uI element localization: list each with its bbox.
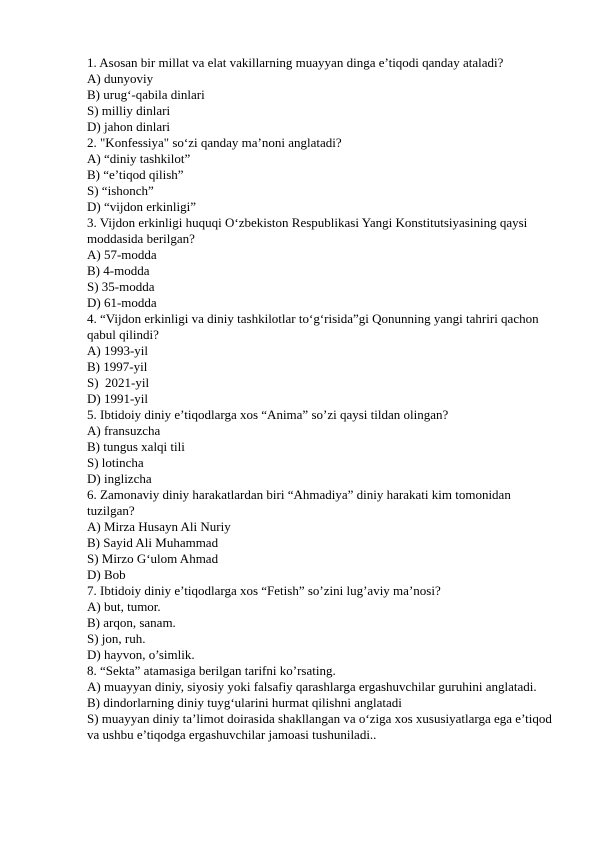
question-4-option-s: S) 2021-yil	[87, 375, 150, 390]
question-5-option-d: D) inglizcha	[87, 471, 152, 486]
question-6-option-a: A) Mirza Husayn Ali Nuriy	[87, 519, 231, 534]
question-7-option-d: D) hayvon, o’simlik.	[87, 647, 195, 662]
question-2-option-a: A) “diniy tashkilot”	[87, 151, 191, 166]
question-7-option-a: A) but, tumor.	[87, 599, 161, 614]
question-5: 5. Ibtidoiy diniy e’tiqodlarga xos “Anima” so’zi qaysi tildan olingan?	[87, 407, 449, 422]
question-3-option-s: S) 35-modda	[87, 279, 155, 294]
question-8-option-s: S) muayyan diniy ta’limot doirasida shakllangan va o‘ziga xos xususiyatlarga ega e’tiqod va ushbu e’tiqodga ergashuvchilar jamoasi tushuniladi..	[87, 711, 556, 742]
question-8-option-b: B) dindorlarning diniy tuyg‘ularini hurmat qilishni anglatadi	[87, 695, 402, 710]
question-5-option-a: A) fransuzcha	[87, 423, 161, 438]
question-1-option-s: S) milliy dinlari	[87, 103, 171, 118]
question-1-option-a: A) dunyoviy	[87, 71, 154, 86]
question-4-option-b: B) 1997-yil	[87, 359, 148, 374]
question-3-option-d: D) 61-modda	[87, 295, 157, 310]
question-8-option-a: A) muayyan diniy, siyosiy yoki falsafiy qarashlarga ergashuvchilar guruhini anglatadi.	[87, 679, 537, 694]
document-body	[87, 55, 557, 743]
question-6-option-b: B) Sayid Ali Muhammad	[87, 535, 219, 550]
question-2-option-b: B) “e’tiqod qilish”	[87, 167, 184, 182]
question-1-option-d: D) jahon dinlari	[87, 119, 171, 134]
question-2-option-d: D) “vijdon erkinligi”	[87, 199, 197, 214]
question-3: 3. Vijdon erkinligi huquqi O‘zbekiston Respublikasi Yangi Konstitutsiyasining qaysi moddasida berilgan?	[87, 215, 531, 246]
question-3-option-b: B) 4-modda	[87, 263, 150, 278]
question-4-option-a: A) 1993-yil	[87, 343, 149, 358]
question-1: 1. Asosan bir millat va elat vakillarning muayyan dinga e’tiqodi qanday ataladi?	[87, 55, 504, 70]
question-6: 6. Zamonaviy diniy harakatlardan biri “Ahmadiya” diniy harakati kim tomonidan tuzilgan?	[87, 487, 515, 518]
question-6-option-d: D) Bob	[87, 567, 126, 582]
question-7-option-b: B) arqon, sanam.	[87, 615, 176, 630]
question-7: 7. Ibtidoiy diniy e’tiqodlarga xos “Fetish” so’zini lug’aviy ma’nosi?	[87, 583, 441, 598]
question-5-option-s: S) lotincha	[87, 455, 144, 470]
question-2: 2. "Konfessiya" so‘zi qanday ma’noni anglatadi?	[87, 135, 342, 150]
question-3-option-a: A) 57-modda	[87, 247, 157, 262]
question-2-option-s: S) “ishonch”	[87, 183, 154, 198]
question-1-option-b: B) urug‘-qabila dinlari	[87, 87, 205, 102]
question-4: 4. “Vijdon erkinligi va diniy tashkilotlar to‘g‘risida”gi Qonunning yangi tahriri qachon qabul qilindi?	[87, 311, 542, 342]
question-8: 8. “Sekta” atamasiga berilgan tarifni ko’rsating.	[87, 663, 336, 678]
question-5-option-b: B) tungus xalqi tili	[87, 439, 185, 454]
question-6-option-s: S) Mirzo G‘ulom Ahmad	[87, 551, 219, 566]
question-4-option-d: D) 1991-yil	[87, 391, 149, 406]
question-7-option-s: S) jon, ruh.	[87, 631, 146, 646]
